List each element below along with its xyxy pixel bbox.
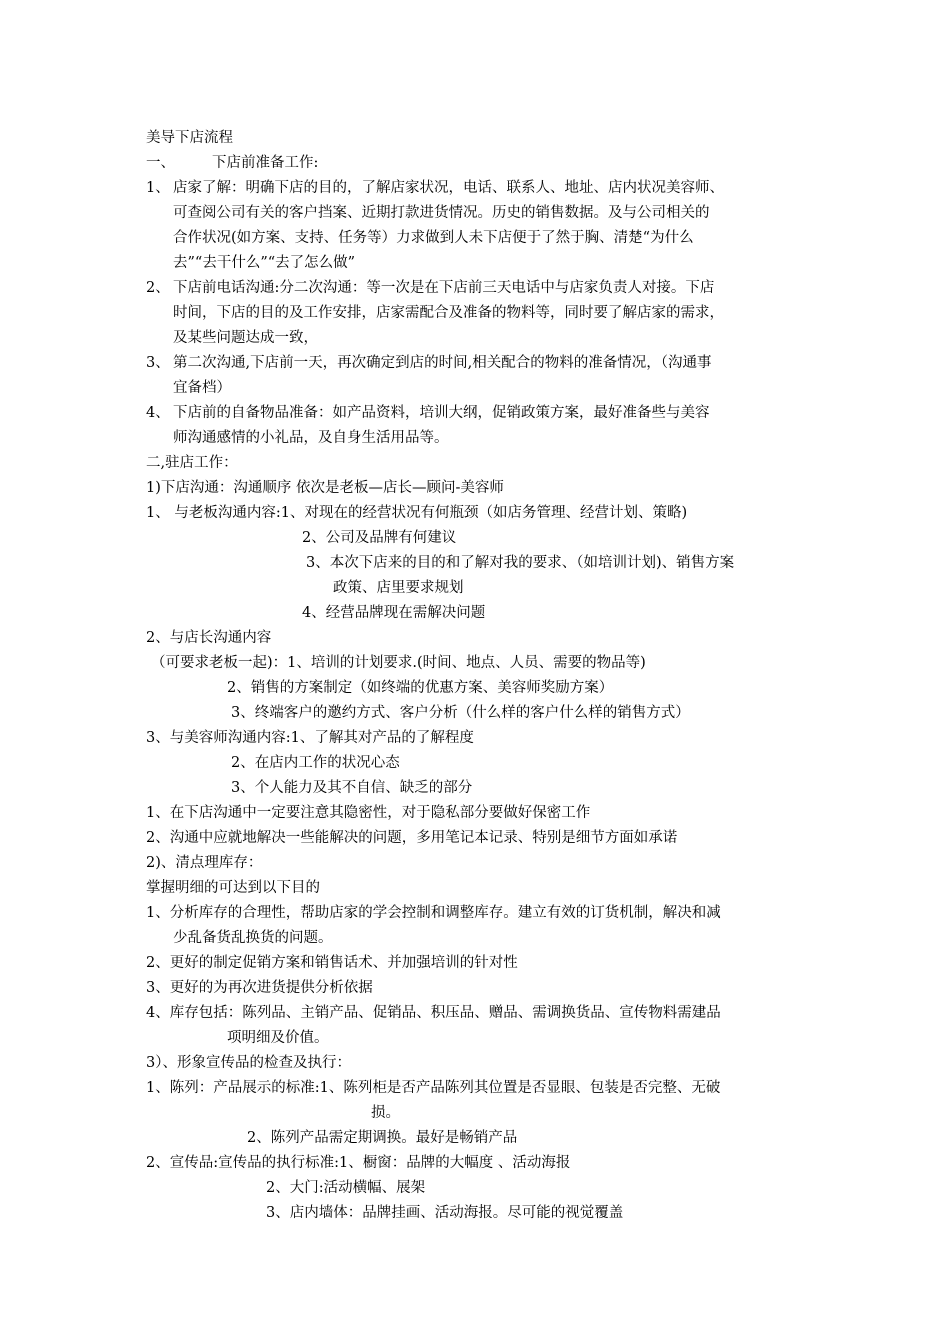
beautician-line: 2、在店内工作的状况心态 xyxy=(231,755,400,771)
inventory-line: 3、更好的为再次进货提供分析依据 xyxy=(146,980,373,996)
display-line: 1、陈列：产品展示的标准:1、陈列柜是否产品陈列其位置是否显眼、包装是否完整、无破 xyxy=(146,1080,721,1096)
s1-item1-line: 可查阅公司有关的客户挡案、近期打款进货情况。历史的销售数据。及与公司相关的 xyxy=(173,205,710,221)
s1-item1-line: 店家了解：明确下店的目的，了解店家状况，电话、联系人、地址、店内状况美容师、 xyxy=(173,180,724,196)
boss-line: 2、公司及品牌有何建议 xyxy=(302,530,457,546)
s1-item3-line: 第二次沟通,下店前一天，再次确定到店的时间,相关配合的物料的准备情况，（沟通事 xyxy=(173,355,712,371)
note-line: 2、沟通中应就地解决一些能解决的问题，多用笔记本记录、特别是细节方面如承诺 xyxy=(146,830,678,846)
inventory-line: 2、更好的制定促销方案和销售话术、并加强培训的针对性 xyxy=(146,955,518,971)
manager-line: 2、与店长沟通内容 xyxy=(146,630,272,646)
inventory-line: 少乱备货乱换货的问题。 xyxy=(173,930,333,946)
s1-item2-line: 下店前电话沟通:分二次沟通：等一次是在下店前三天电话中与店家负责人对接。下店 xyxy=(173,280,715,296)
display-line: 2、陈列产品需定期调换。最好是畅销产品 xyxy=(247,1130,518,1146)
promo-line: 2、宣传品:宣传品的执行标准:1、橱窗：品牌的大幅度 、活动海报 xyxy=(146,1155,571,1171)
manager-line: 2、销售的方案制定（如终端的优惠方案、美容师奖励方案） xyxy=(227,680,614,696)
manager-line: （可要求老板一起)：1、培训的计划要求.(时间、地点、人员、需要的物品等) xyxy=(151,655,646,671)
beautician-line: 3、与美容师沟通内容:1、了解其对产品的了解程度 xyxy=(146,730,474,746)
boss-line: 1、 与老板沟通内容:1、对现在的经营状况有何瓶颈（如店务管理、经营计划、策略) xyxy=(146,505,688,521)
s1-item4-line: 师沟通感情的小礼品，及自身生活用品等。 xyxy=(173,430,449,446)
s1-item1-line: 合作状况(如方案、支持、任务等）力求做到人未下店便于了然于胸、清楚“为什么 xyxy=(173,230,694,246)
boss-line: 政策、店里要求规划 xyxy=(333,580,464,596)
s1-item2-line: 时间，下店的目的及工作安排，店家需配合及准备的物料等，同时要了解店家的需求， xyxy=(173,305,724,321)
section1-number: 一、 xyxy=(146,155,175,171)
s2-sub2-intro: 掌握明细的可达到以下目的 xyxy=(146,880,320,896)
manager-line: 3、终端客户的邀约方式、客户分析（什么样的客户什么样的销售方式） xyxy=(231,705,690,721)
inventory-line: 项明细及价值。 xyxy=(227,1030,329,1046)
s1-item2-line: 及某些问题达成一致， xyxy=(173,330,318,346)
promo-line: 2、大门:活动横幅、展架 xyxy=(266,1180,426,1196)
s1-item4-line: 下店前的自备物品准备：如产品资料，培训大纲，促销政策方案，最好准备些与美容 xyxy=(173,405,710,421)
display-line: 损。 xyxy=(371,1105,400,1121)
s2-sub3: 3）、形象宣传品的检查及执行： xyxy=(146,1055,351,1071)
section2-heading: 二,驻店工作： xyxy=(146,455,238,471)
boss-line: 3、本次下店来的目的和了解对我的要求、（如培训计划)、销售方案 xyxy=(306,555,735,571)
s1-item3-num: 3、 xyxy=(146,355,170,371)
boss-line: 4、经营品牌现在需解决问题 xyxy=(302,605,486,621)
inventory-line: 4、库存包括：陈列品、主销产品、促销品、积压品、赠品、需调换货品、宣传物料需建品 xyxy=(146,1005,721,1021)
s1-item2-num: 2、 xyxy=(146,280,170,296)
s1-item1-line: 去”“去干什么”“去了怎么做” xyxy=(173,255,356,271)
section1-heading: 下店前准备工作: xyxy=(212,155,319,171)
document-title: 美导下店流程 xyxy=(146,130,233,146)
s1-item4-num: 4、 xyxy=(146,405,170,421)
s2-sub1: 1)下店沟通：沟通顺序 依次是老板—店长—顾问-美容师 xyxy=(146,480,504,496)
beautician-line: 3、个人能力及其不自信、缺乏的部分 xyxy=(231,780,473,796)
inventory-line: 1、分析库存的合理性，帮助店家的学会控制和调整库存。建立有效的订货机制，解决和减 xyxy=(146,905,721,921)
s1-item3-line: 宜备档） xyxy=(173,380,231,396)
s2-sub2: 2)、清点理库存： xyxy=(146,855,263,871)
promo-line: 3、店内墙体：品牌挂画、活动海报。尽可能的视觉覆盖 xyxy=(266,1205,624,1221)
note-line: 1、在下店沟通中一定要注意其隐密性，对于隐私部分要做好保密工作 xyxy=(146,805,591,821)
s1-item1-num: 1、 xyxy=(146,180,170,196)
